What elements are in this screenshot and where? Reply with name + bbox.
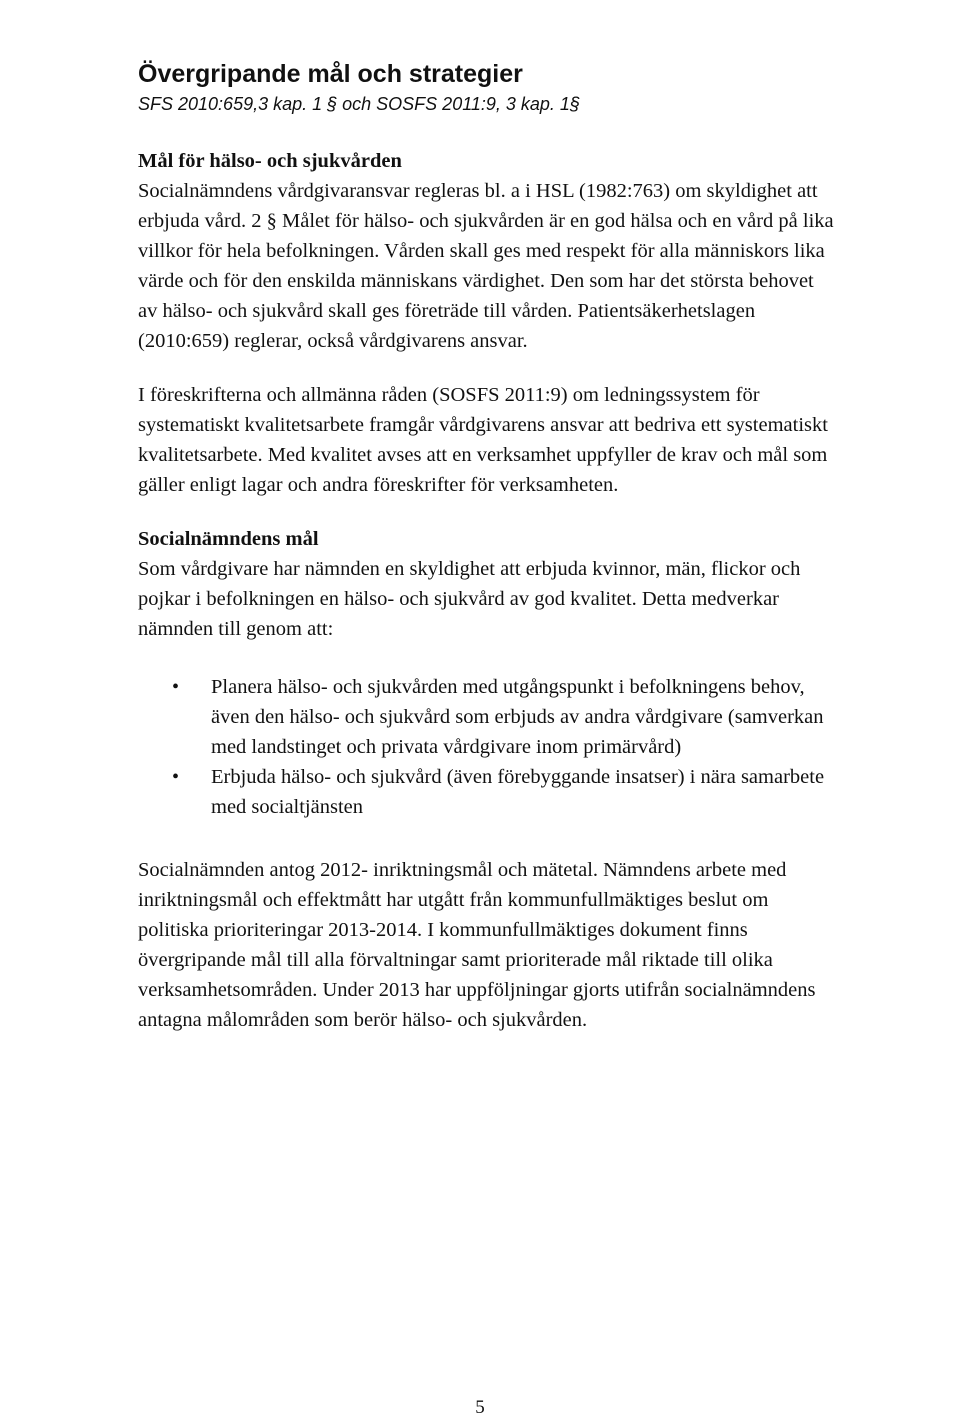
paragraph-closing: Socialnämnden antog 2012- inriktningsmål och mätetal. Nämndens arbete med inriktningsmål och effektmått har utgått från kommunfullmäktiges beslut om politiska prioriteringar 2013-2014. I kommunfullmäktiges dokument finns övergripande mål till alla förvaltningar samt prioriterade mål riktade till olika verksamhetsområden. Under 2013 har uppföljningar gjorts utifrån socialnämndens antagna målområden som berör hälso- och sjukvården.	[138, 859, 816, 1031]
section-heading-health-goals: Mål för hälso- och sjukvården	[138, 150, 402, 172]
section-heading-committee-goals: Socialnämndens mål	[138, 528, 319, 550]
list-item	[138, 762, 838, 822]
bullet-icon: •	[172, 676, 180, 698]
section-quality	[138, 380, 838, 500]
page-title: Övergripande mål och strategier	[138, 60, 523, 88]
page-number: 5	[475, 1397, 485, 1418]
paragraph-quality: I föreskrifterna och allmänna råden (SOSFS 2011:9) om ledningssystem för systematiskt kvalitetsarbete framgår vårdgivarens ansvar att bedriva ett systematiskt kvalitetsarbete. Med kvalitet avses att en verksamhet uppfyller de krav och mål som gäller enligt lagar och andra föreskrifter för verksamheten.	[138, 384, 828, 496]
section-health-goals	[138, 146, 838, 356]
document-page	[138, 58, 838, 1035]
list-item-text: Erbjuda hälso- och sjukvård (även förebyggande insatser) i nära samarbete med socialtjänsten	[211, 766, 825, 818]
legal-reference: SFS 2010:659,3 kap. 1 § och SOSFS 2011:9, 3 kap. 1§	[138, 94, 580, 114]
section-committee-goals	[138, 524, 838, 1035]
list-item-text: Planera hälso- och sjukvården med utgångspunkt i befolkningens behov, även den hälso- och sjukvård som erbjuds av andra vårdgivare (samverkan med landstinget och privata vårdgivare inom primärvård)	[211, 676, 824, 758]
paragraph-committee-intro: Som vårdgivare har nämnden en skyldighet att erbjuda kvinnor, män, flickor och pojkar i befolkningen en hälso- och sjukvård av god kvalitet. Detta medverkar nämnden till genom att:	[138, 558, 801, 640]
paragraph-responsibility: Socialnämndens vårdgivaransvar regleras bl. a i HSL (1982:763) om skyldighet att erbjuda vård. 2 § Målet för hälso- och sjukvården är en god hälsa och en vård på lika villkor för hela befolkningen. Vården skall ges med respekt för alla människors lika värde och för den enskilda människans värdighet. Den som har det största behovet av hälso- och sjukvård skall ges företräde till vården. Patientsäkerhetslagen (2010:659) reglerar, också vårdgivarens ansvar.	[138, 180, 834, 352]
list-item	[138, 672, 838, 762]
bullet-icon: •	[172, 766, 180, 788]
goal-bullet-list	[138, 672, 838, 822]
